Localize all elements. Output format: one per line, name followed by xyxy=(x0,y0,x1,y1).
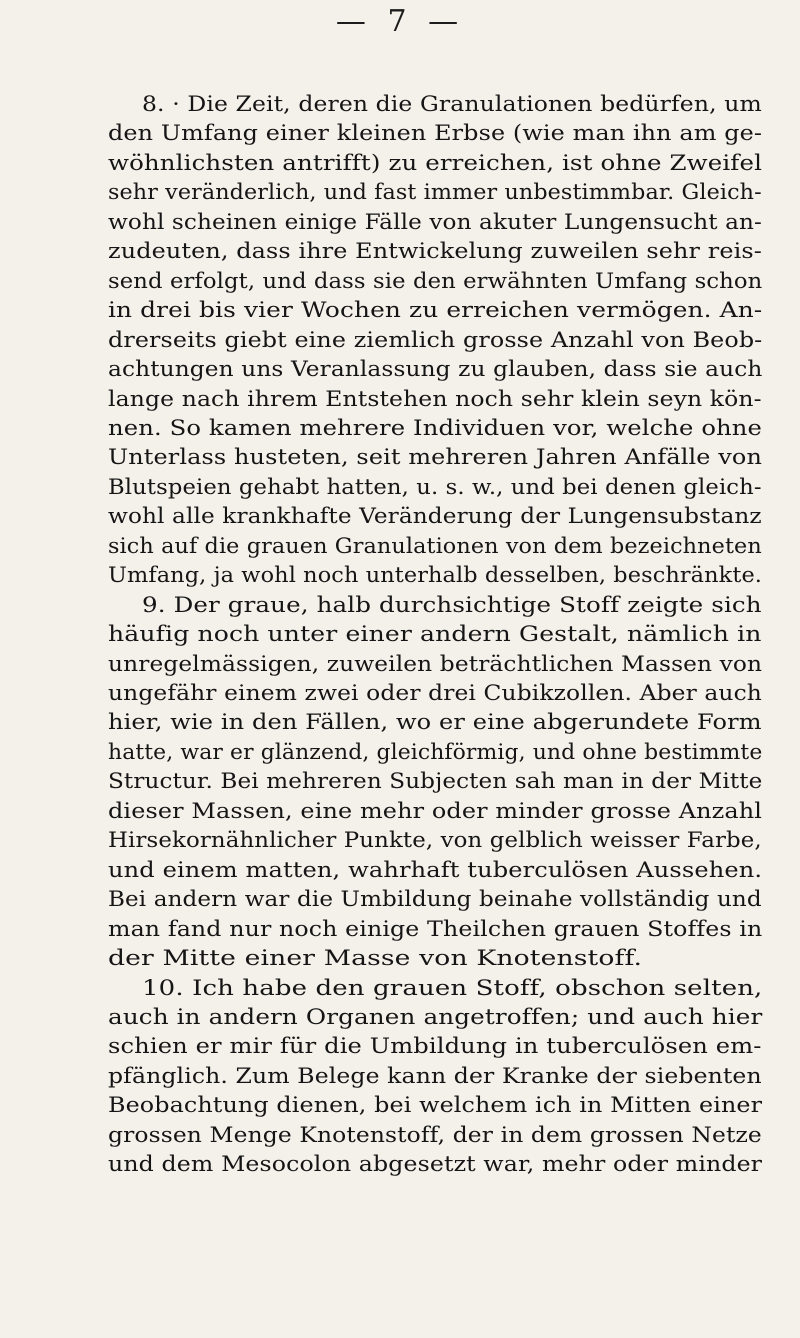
text-line: Bei andern war die Umbildung beinahe vollständig und xyxy=(108,887,762,913)
text-line: hatte, war er glänzend, gleichförmig, und ohne bestimmte xyxy=(108,739,763,765)
text-line: grossen Menge Knotenstoff, der in dem grossen Netze xyxy=(108,1122,762,1148)
text-line: hier, wie in den Fällen, wo er eine abgerundete Form xyxy=(108,710,762,736)
text-line: 8. · Die Zeit, deren die Granulationen bedürfen, um xyxy=(142,92,762,117)
text-line: auch in andern Organen angetroffen; und auch hier xyxy=(108,1004,763,1030)
text-line: Unterlass husteten, seit mehreren Jahren Anfälle von xyxy=(108,445,762,471)
text-line: wöhnlichsten antrifft) zu erreichen, ist ohne Zweifel xyxy=(108,150,763,176)
text-line: den Umfang einer kleinen Erbse (wie man ihn am ge- xyxy=(108,121,763,147)
text-line: und dem Mesocolon abgesetzt war, mehr oder minder xyxy=(108,1152,763,1178)
text-line: 9. Der graue, halb durchsichtige Stoff zeigte sich xyxy=(142,592,762,618)
text-line: in drei bis vier Wochen zu erreichen vermögen. An- xyxy=(108,298,763,324)
text-line: pfänglich. Zum Belege kann der Kranke der siebenten xyxy=(108,1063,762,1089)
text-line: sich auf die grauen Granulationen von dem bezeichneten xyxy=(108,533,762,559)
text-line: send erfolgt, und dass sie den erwähnten Umfang schon xyxy=(108,268,763,294)
text-line: ungefähr einem zwei oder drei Cubikzollen. Aber auch xyxy=(108,681,762,706)
text-line: lange nach ihrem Entstehen noch sehr klein seyn kön- xyxy=(108,386,762,412)
text-line: dieser Massen, eine mehr oder minder grosse Anzahl xyxy=(108,798,763,824)
text-line: Blutspeien gehabt hatten, u. s. w., und bei denen gleich- xyxy=(108,474,762,500)
text-line: zudeuten, dass ihre Entwickelung zuweilen sehr reis- xyxy=(108,239,762,265)
text-line: sehr veränderlich, und fast immer unbestimmbar. Gleich- xyxy=(108,180,762,206)
text-line: Umfang, ja wohl noch unterhalb desselben, beschränkte. xyxy=(108,563,763,589)
text-line: der Mitte einer Masse von Knotenstoff. xyxy=(108,946,643,972)
text-line: Structur. Bei mehreren Subjecten sah man in der Mitte xyxy=(108,769,763,795)
text-line: häufig noch unter einer andern Gestalt, nämlich in xyxy=(108,622,762,648)
text-line: 10. Ich habe den grauen Stoff, obschon selten, xyxy=(142,975,763,1001)
text-line: achtungen uns Veranlassung zu glauben, dass sie auch xyxy=(108,357,763,383)
text-line: Hirsekornähnlicher Punkte, von gelblich weisser Farbe, xyxy=(108,828,762,854)
page-number: — 7 — xyxy=(335,4,465,39)
text-line: schien er mir für die Umbildung in tuberculösen em- xyxy=(108,1034,762,1060)
text-line: nen. So kamen mehrere Individuen vor, welche ohne xyxy=(108,415,762,441)
text-line: drerseits giebt eine ziemlich grosse Anzahl von Beob- xyxy=(108,327,763,353)
text-line: Beobachtung dienen, bei welchem ich in Mitten einer xyxy=(108,1093,763,1119)
text-line: wohl alle krankhafte Veränderung der Lungensubstanz xyxy=(108,504,762,530)
text-line: unregelmässigen, zuweilen beträchtlichen Massen von xyxy=(108,651,763,677)
text-line: und einem matten, wahrhaft tuberculösen Aussehen. xyxy=(108,857,763,883)
text-line: man fand nur noch einige Theilchen grauen Stoffes in xyxy=(108,916,763,942)
text-line: wohl scheinen einige Fälle von akuter Lungensucht an- xyxy=(108,209,762,235)
